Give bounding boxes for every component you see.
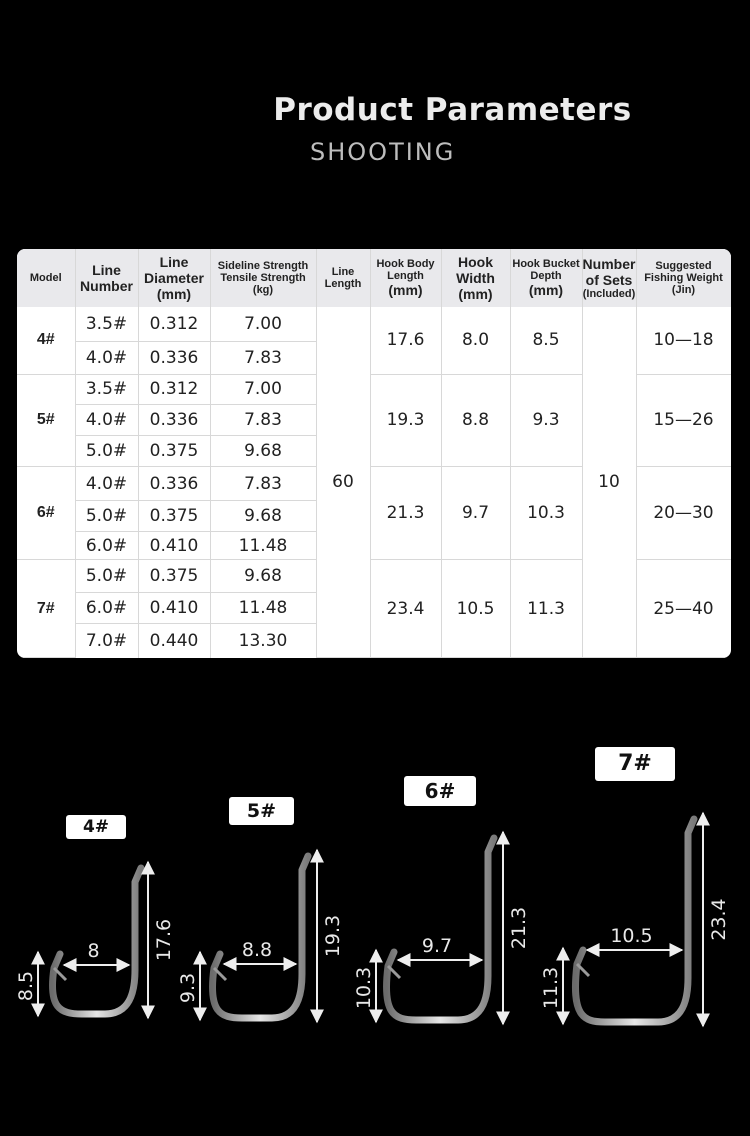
hook-width-cell: 8.8 <box>441 374 510 466</box>
hook-shape <box>212 856 308 1018</box>
hook-size-tag: 6# <box>404 776 476 806</box>
hook-body-length-cell: 19.3 <box>370 374 441 466</box>
line-number-cell: 5.0# <box>75 560 138 593</box>
line-diameter-cell: 0.440 <box>138 624 210 658</box>
fishing-weight-cell: 15—26 <box>636 374 731 466</box>
line-diameter-cell: 0.410 <box>138 592 210 623</box>
tensile-strength-cell: 7.83 <box>210 342 316 375</box>
hook-depth-label: 9.3 <box>177 972 199 1004</box>
tensile-strength-cell: 7.83 <box>210 466 316 501</box>
hook-bucket-depth-cell: 10.3 <box>510 466 582 559</box>
table-row <box>17 307 731 342</box>
model-cell: 7# <box>17 560 75 658</box>
header-line-number: Line Number <box>75 249 138 307</box>
parameters-table <box>17 249 731 658</box>
line-number-cell: 3.5# <box>75 374 138 404</box>
hook-width-cell: 10.5 <box>441 560 510 658</box>
line-length-cell: 60 <box>316 307 370 658</box>
model-cell: 5# <box>17 374 75 466</box>
header-number-of-sets: Number of Sets (Included) <box>582 249 636 307</box>
header-fishing-weight: Suggested Fishing Weight (Jin) <box>636 249 731 307</box>
header-tensile-strength: Sideline Strength Tensile Strength (kg) <box>210 249 316 307</box>
hook-depth-label: 10.3 <box>353 966 375 1010</box>
hook-width-label: 8.8 <box>241 939 273 961</box>
model-cell: 6# <box>17 466 75 559</box>
hook-width-cell: 8.0 <box>441 307 510 374</box>
hook-length-label: 19.3 <box>322 914 344 958</box>
tensile-strength-cell: 9.68 <box>210 560 316 593</box>
page-subtitle: SHOOTING <box>310 138 456 166</box>
line-number-cell: 3.5# <box>75 307 138 342</box>
line-number-cell: 6.0# <box>75 592 138 623</box>
hook-length-label: 17.6 <box>153 918 175 962</box>
tensile-strength-cell: 13.30 <box>210 624 316 658</box>
header-hook-body-length: Hook Body Length (mm) <box>370 249 441 307</box>
hook-bucket-depth-cell: 9.3 <box>510 374 582 466</box>
hook-length-label: 21.3 <box>508 906 530 950</box>
tensile-strength-cell: 7.00 <box>210 374 316 404</box>
table-header-row <box>17 249 731 307</box>
hook-width-label: 9.7 <box>421 935 453 957</box>
hook-width-cell: 9.7 <box>441 466 510 559</box>
hook-shape <box>575 819 694 1022</box>
line-diameter-cell: 0.336 <box>138 405 210 436</box>
tensile-strength-cell: 9.68 <box>210 436 316 466</box>
hook-body-length-cell: 21.3 <box>370 466 441 559</box>
header-hook-width: Hook Width (mm) <box>441 249 510 307</box>
header-line-diameter: Line Diameter (mm) <box>138 249 210 307</box>
fishing-weight-cell: 25—40 <box>636 560 731 658</box>
line-number-cell: 4.0# <box>75 342 138 375</box>
line-diameter-cell: 0.336 <box>138 466 210 501</box>
model-cell: 4# <box>17 307 75 374</box>
header-hook-bucket-depth: Hook Bucket Depth (mm) <box>510 249 582 307</box>
page-title: Product Parameters <box>273 92 632 128</box>
header-model: Model <box>17 249 75 307</box>
hook-bucket-depth-cell: 11.3 <box>510 560 582 658</box>
hook-size-tag: 4# <box>66 815 126 839</box>
line-number-cell: 5.0# <box>75 501 138 531</box>
hook-shape <box>386 838 494 1020</box>
hook-bucket-depth-cell: 8.5 <box>510 307 582 374</box>
tensile-strength-cell: 11.48 <box>210 592 316 623</box>
line-number-cell: 5.0# <box>75 436 138 466</box>
line-diameter-cell: 0.375 <box>138 501 210 531</box>
line-diameter-cell: 0.410 <box>138 531 210 559</box>
line-diameter-cell: 0.312 <box>138 307 210 342</box>
hook-body-length-cell: 17.6 <box>370 307 441 374</box>
line-number-cell: 7.0# <box>75 624 138 658</box>
fishing-weight-cell: 20—30 <box>636 466 731 559</box>
tensile-strength-cell: 7.83 <box>210 405 316 436</box>
tensile-strength-cell: 7.00 <box>210 307 316 342</box>
hook-size-tag: 7# <box>595 747 675 781</box>
parameters-table-card <box>17 249 731 658</box>
line-number-cell: 4.0# <box>75 466 138 501</box>
hook-size-tag: 5# <box>229 797 294 825</box>
header-line-length: Line Length <box>316 249 370 307</box>
hook-width-label: 10.5 <box>610 925 653 947</box>
hook-diagram <box>0 680 750 1136</box>
hook-depth-label: 11.3 <box>540 966 562 1010</box>
line-number-cell: 4.0# <box>75 405 138 436</box>
hook-body-length-cell: 23.4 <box>370 560 441 658</box>
hook-length-label: 23.4 <box>708 898 730 941</box>
hook-depth-label: 8.5 <box>15 970 37 1002</box>
line-diameter-cell: 0.312 <box>138 374 210 404</box>
tensile-strength-cell: 9.68 <box>210 501 316 531</box>
line-number-cell: 6.0# <box>75 531 138 559</box>
line-diameter-cell: 0.336 <box>138 342 210 375</box>
fishing-weight-cell: 10—18 <box>636 307 731 374</box>
number-of-sets-cell: 10 <box>582 307 636 658</box>
line-diameter-cell: 0.375 <box>138 436 210 466</box>
tensile-strength-cell: 11.48 <box>210 531 316 559</box>
line-diameter-cell: 0.375 <box>138 560 210 593</box>
hook-width-label: 8 <box>87 940 100 962</box>
